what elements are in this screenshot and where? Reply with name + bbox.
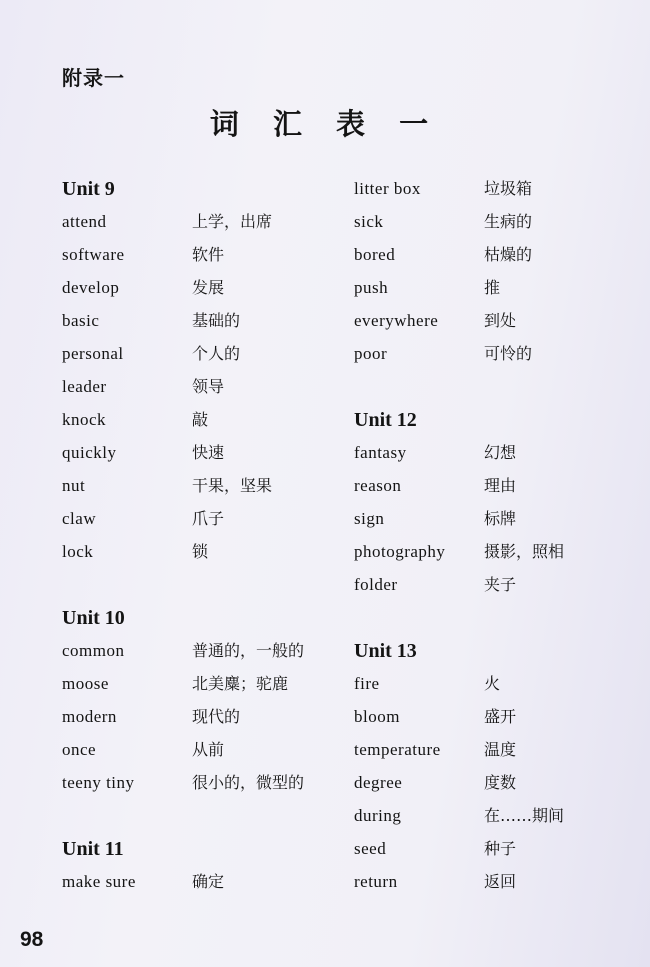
english-word: push [354,278,389,297]
english-word: photography [354,542,446,561]
chinese-meaning: 干果，坚果 [192,476,273,495]
english-word: everywhere [354,311,439,330]
english-word: basic [62,311,100,330]
page-title: 词 汇 表 一 [209,107,441,141]
chinese-meaning: 上学，出席 [192,212,273,231]
chinese-meaning: 度数 [484,773,517,792]
vocab-entry [354,737,644,770]
chinese-meaning: 火 [484,674,501,693]
unit-heading-13: Unit 13 [354,640,417,662]
chinese-meaning: 种子 [484,839,517,858]
english-word: poor [354,344,388,363]
vocab-entry [62,242,342,275]
vocab-entry [62,308,342,341]
chinese-meaning: 到处 [484,311,517,330]
vocab-entry [62,770,342,803]
chinese-meaning: 在……期间 [484,806,565,825]
english-word: sick [354,212,384,231]
appendix-label: 附录一 [62,66,125,90]
english-word: software [62,245,125,264]
section-gap [62,803,342,836]
page-number: 98 [20,928,44,951]
unit-heading-9: Unit 9 [62,178,115,200]
chinese-meaning: 现代的 [192,707,241,726]
vocab-entry [354,209,644,242]
english-word: lock [62,542,94,561]
vocab-entry [354,308,644,341]
right-column [354,176,644,902]
vocab-entry [354,836,644,869]
english-word: moose [62,674,109,693]
chinese-meaning: 枯燥的 [484,245,533,264]
english-word: seed [354,839,387,858]
chinese-meaning: 爪子 [192,509,225,528]
vocab-entry [354,869,644,902]
chinese-meaning: 夹子 [484,575,517,594]
english-word: attend [62,212,107,231]
chinese-meaning: 返回 [484,872,517,891]
chinese-meaning: 垃圾箱 [484,179,533,198]
vocab-entry [354,473,644,506]
chinese-meaning: 基础的 [192,311,241,330]
english-word: knock [62,410,107,429]
vocab-entry [62,539,342,572]
section-gap [62,572,342,605]
english-word: teeny tiny [62,773,135,792]
english-word: degree [354,773,403,792]
vocab-entry [62,506,342,539]
english-word: litter box [354,179,421,198]
vocab-entry [62,407,342,440]
vocab-entry [354,440,644,473]
vocab-entry [354,506,644,539]
vocab-entry [354,341,644,374]
english-word: folder [354,575,398,594]
chinese-meaning: 盛开 [484,707,517,726]
english-word: modern [62,707,117,726]
chinese-meaning: 推 [484,278,501,297]
english-word: during [354,806,402,825]
left-column [62,176,342,902]
english-word: nut [62,476,86,495]
english-word: sign [354,509,385,528]
english-word: personal [62,344,124,363]
chinese-meaning: 领导 [192,377,225,396]
english-word: make sure [62,872,136,891]
chinese-meaning: 幻想 [484,443,517,462]
chinese-meaning: 锁 [192,542,209,561]
chinese-meaning: 个人的 [192,344,241,363]
chinese-meaning: 软件 [192,245,225,264]
vocab-entry [354,539,644,572]
english-word: return [354,872,398,891]
english-word: fantasy [354,443,407,462]
vocab-entry [354,572,644,605]
chinese-meaning: 生病的 [484,212,533,231]
chinese-meaning: 普通的，一般的 [192,641,305,660]
chinese-meaning: 标牌 [484,509,517,528]
english-word: temperature [354,740,441,759]
vocab-entry [354,704,644,737]
english-word: leader [62,377,107,396]
chinese-meaning: 温度 [484,740,517,759]
vocab-entry [62,473,342,506]
chinese-meaning: 快速 [192,443,225,462]
vocab-entry [354,671,644,704]
vocab-entry [354,803,644,836]
chinese-meaning: 北美麋；驼鹿 [192,674,289,693]
vocab-entry [62,275,342,308]
vocab-entry [354,275,644,308]
vocab-entry [62,737,342,770]
unit-heading-10: Unit 10 [62,607,125,629]
chinese-meaning: 确定 [192,872,225,891]
english-word: bloom [354,707,400,726]
chinese-meaning: 可怜的 [484,344,533,363]
vocab-entry [354,176,644,209]
chinese-meaning: 理由 [484,476,517,495]
english-word: develop [62,278,120,297]
chinese-meaning: 发展 [192,278,225,297]
vocab-entry [62,374,342,407]
vocab-entry [62,440,342,473]
english-word: quickly [62,443,117,462]
vocab-entry [62,671,342,704]
unit-heading-11: Unit 11 [62,838,124,860]
unit-heading-12: Unit 12 [354,409,417,431]
chinese-meaning: 很小的，微型的 [192,773,305,792]
chinese-meaning: 从前 [192,740,225,759]
vocab-entry [62,341,342,374]
chinese-meaning: 敲 [192,410,209,429]
section-gap [354,374,644,407]
english-word: reason [354,476,402,495]
vocab-entry [62,209,342,242]
english-word: claw [62,509,97,528]
vocab-entry [62,869,342,902]
vocab-entry [62,638,342,671]
vocab-entry [354,770,644,803]
vocab-entry [62,704,342,737]
vocab-entry [354,242,644,275]
english-word: bored [354,245,396,264]
english-word: once [62,740,97,759]
chinese-meaning: 摄影，照相 [484,542,565,561]
english-word: fire [354,674,380,693]
section-gap [354,605,644,638]
english-word: common [62,641,125,660]
